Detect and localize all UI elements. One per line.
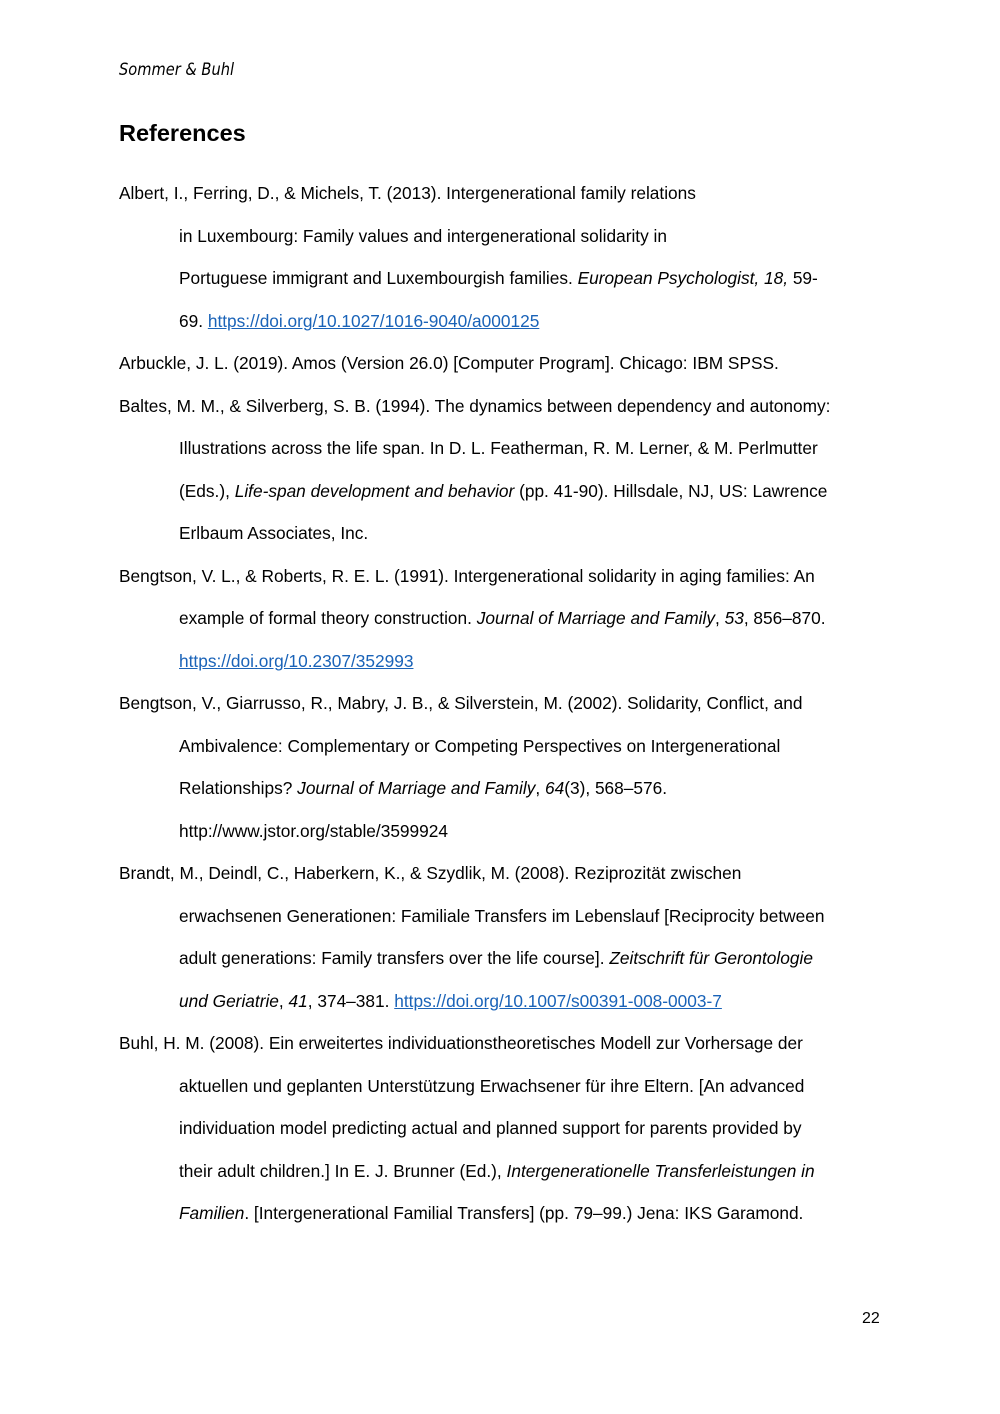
reference-text: , — [714, 608, 725, 628]
reference-entry — [119, 852, 919, 1022]
section-title: References — [119, 120, 246, 146]
reference-line — [119, 342, 919, 385]
reference-text: aktuellen und geplanten Unterstützung Erwachsener für ihre Eltern. [An advanced — [179, 1075, 805, 1096]
reference-line — [119, 597, 919, 640]
reference-entry — [119, 1022, 919, 1235]
reference-text: (pp. 41-90). Hillsdale, NJ, US: Lawrence — [514, 480, 828, 501]
reference-text: in Luxembourg: Family values and intergenerational solidarity in — [179, 225, 667, 246]
italic-text: Intergenerationelle Transferleistungen in — [506, 1160, 815, 1181]
doi-link[interactable]: https://doi.org/10.2307/352993 — [179, 650, 414, 671]
reference-text: their adult children.] In E. J. Brunner (Ed.), — [179, 1160, 507, 1181]
reference-line — [119, 257, 919, 300]
reference-text: Relationships? — [179, 778, 298, 798]
italic-text: und Geriatrie — [179, 990, 279, 1011]
reference-line — [119, 725, 919, 768]
reference-text: Portuguese immigrant and Luxembourgish families. — [179, 268, 578, 288]
reference-text: Ambivalence: Complementary or Competing Perspectives on Intergenerational — [179, 735, 781, 756]
reference-line — [119, 172, 919, 215]
italic-text: Journal of Marriage and Family — [476, 608, 715, 628]
reference-text: erwachsenen Generationen: Familiale Transfers im Lebenslauf [Reciprocity between — [179, 905, 825, 926]
reference-line — [119, 555, 919, 598]
reference-entry — [119, 682, 919, 852]
reference-text: Illustrations across the life span. In D. L. Featherman, R. M. Lerner, & M. Perlmutter — [179, 438, 818, 458]
reference-line — [119, 470, 919, 513]
doi-link[interactable]: https://doi.org/10.1007/s00391-008-0003-7 — [394, 990, 722, 1011]
reference-text: 69. — [179, 310, 208, 331]
reference-text: (3), 568–576. — [564, 778, 668, 798]
reference-line — [119, 937, 919, 980]
italic-text: 53 — [724, 608, 744, 628]
reference-list — [119, 172, 919, 1235]
reference-line — [119, 1065, 919, 1108]
reference-entry — [119, 342, 919, 385]
reference-text: , 374–381. — [307, 990, 395, 1011]
reference-line — [119, 767, 919, 810]
reference-text: . [Intergenerational Familial Transfers] (pp. 79–99.) Jena: IKS Garamond. — [244, 1203, 804, 1223]
reference-text: 59- — [788, 268, 818, 288]
italic-text: Familien — [179, 1203, 245, 1223]
reference-line — [119, 895, 919, 938]
reference-line — [119, 810, 919, 853]
reference-text: Erlbaum Associates, Inc. — [179, 523, 369, 543]
reference-entry — [119, 385, 919, 555]
reference-line — [119, 1107, 919, 1150]
italic-text: 64 — [544, 778, 565, 798]
reference-line — [119, 300, 919, 343]
reference-line — [119, 852, 919, 895]
page-number: 22 — [862, 1310, 880, 1327]
reference-line — [119, 980, 919, 1023]
reference-text: Arbuckle, J. L. (2019). Amos (Version 26.0) [Computer Program]. Chicago: IBM SPSS. — [119, 353, 779, 373]
reference-line — [119, 1022, 919, 1065]
italic-text: Life-span development and behavior — [234, 480, 515, 501]
reference-text: individuation model predicting actual and planned support for parents provided by — [179, 1118, 802, 1138]
reference-text: , 856–870. — [743, 608, 826, 628]
reference-line — [119, 427, 919, 470]
reference-text: Bengtson, V. L., & Roberts, R. E. L. (1991). Intergenerational solidarity in aging families: An — [119, 565, 815, 586]
reference-entry — [119, 555, 919, 683]
italic-text: 41 — [288, 990, 308, 1011]
reference-text: , — [535, 778, 545, 798]
reference-line — [119, 512, 919, 555]
reference-text: , — [278, 990, 289, 1011]
reference-line — [119, 1150, 919, 1193]
reference-text: adult generations: Family transfers over the life course]. — [179, 948, 610, 968]
reference-text: (Eds.), — [179, 480, 235, 501]
reference-entry — [119, 172, 919, 342]
italic-text: European Psychologist, 18, — [577, 268, 789, 288]
reference-line — [119, 385, 919, 428]
reference-text: example of formal theory construction. — [179, 608, 477, 628]
reference-text: Brandt, M., Deindl, C., Haberkern, K., & Szydlik, M. (2008). Reziprozität zwischen — [119, 863, 742, 883]
reference-line — [119, 215, 919, 258]
reference-text: http://www.jstor.org/stable/3599924 — [179, 820, 448, 841]
italic-text: Zeitschrift für Gerontologie — [609, 948, 813, 968]
reference-text: Bengtson, V., Giarrusso, R., Mabry, J. B., & Silverstein, M. (2002). Solidarity, Conflict, and — [119, 693, 803, 713]
reference-text: Buhl, H. M. (2008). Ein erweitertes individuationstheoretisches Modell zur Vorhersage der — [119, 1033, 803, 1053]
reference-line — [119, 1192, 919, 1235]
running-head: Sommer & Buhl — [119, 60, 235, 80]
italic-text: Journal of Marriage and Family — [297, 778, 536, 798]
reference-text: Baltes, M. M., & Silverberg, S. B. (1994). The dynamics between dependency and autonomy: — [119, 395, 831, 416]
reference-text: Albert, I., Ferring, D., & Michels, T. (2013). Intergenerational family relations — [119, 183, 696, 203]
doi-link[interactable]: https://doi.org/10.1027/1016-9040/a000125 — [207, 310, 540, 331]
reference-line — [119, 640, 919, 683]
reference-line — [119, 682, 919, 725]
